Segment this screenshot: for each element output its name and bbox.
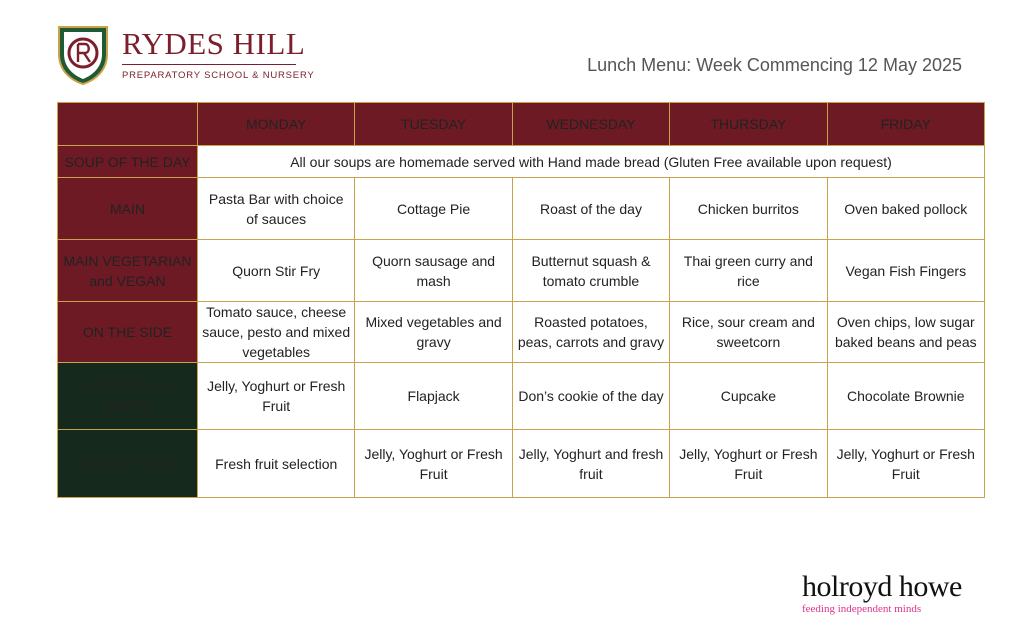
soup-note: All our soups are homemade served with Hand made bread (Gluten Free available upon request) [198,146,985,178]
menu-title: Lunch Menu: Week Commencing 12 May 2025 [587,55,962,75]
day-header-tuesday: TUESDAY [355,103,512,146]
day-header-monday: MONDAY [198,103,355,146]
menu-cell: Vegan Fish Fingers [827,240,984,302]
row-label-main-vegetarian: MAIN VEGETARIAN and VEGAN [58,240,198,302]
school-subtitle: PREPARATORY SCHOOL & NURSERY [122,70,315,81]
menu-cell: Quorn sausage and mash [355,240,512,302]
corner-cell [58,103,198,146]
lunch-menu-table [57,102,985,498]
row-label-dessert-pots: DESSERT POTS [58,430,198,498]
menu-cell: Oven chips, low sugar baked beans and peas [827,302,984,363]
school-crest-icon [56,24,110,86]
caterer-tagline: feeding independent minds [802,603,922,615]
school-name: RYDES HILL [122,26,306,61]
menu-cell: Pasta Bar with choice of sauces [198,178,355,240]
logo-divider [122,64,296,65]
menu-cell: Butternut squash & tomato crumble [512,240,669,302]
menu-cell: Chocolate Brownie [827,363,984,430]
menu-cell: Fresh fruit selection [198,430,355,498]
menu-cell: Jelly, Yoghurt or Fresh Fruit [355,430,512,498]
row-label-main: MAIN [58,178,198,240]
row-label-on-the-side: ON THE SIDE [58,302,198,363]
menu-cell: Jelly, Yoghurt or Fresh Fruit [198,363,355,430]
menu-cell: Cottage Pie [355,178,512,240]
menu-cell: Rice, sour cream and sweetcorn [670,302,827,363]
menu-cell: Roasted potatoes, peas, carrots and gravy [512,302,669,363]
holroyd-howe-logo [802,572,982,615]
soup-row [58,146,985,178]
table-row [58,302,985,363]
table-row [58,363,985,430]
menu-cell: Tomato sauce, cheese sauce, pesto and mixed vegetables [198,302,355,363]
school-logo [56,24,316,88]
menu-cell: Mixed vegetables and gravy [355,302,512,363]
table-row [58,178,985,240]
days-header-row [58,103,985,146]
menu-cell: Flapjack [355,363,512,430]
row-label-soup: SOUP OF THE DAY [58,146,198,178]
menu-cell: Don’s cookie of the day [512,363,669,430]
menu-cell: Oven baked pollock [827,178,984,240]
day-header-friday: FRIDAY [827,103,984,146]
menu-cell: Jelly, Yoghurt or Fresh Fruit [670,430,827,498]
menu-cell: Roast of the day [512,178,669,240]
table-row [58,430,985,498]
menu-cell: Jelly, Yoghurt and fresh fruit [512,430,669,498]
menu-cell: Thai green curry and rice [670,240,827,302]
day-header-wednesday: WEDNESDAY [512,103,669,146]
menu-cell: Jelly, Yoghurt or Fresh Fruit [827,430,984,498]
table-row [58,240,985,302]
menu-cell: Cupcake [670,363,827,430]
menu-cell: Chicken burritos [670,178,827,240]
row-label-something-sweet: SOMETHING SWEET [58,363,198,430]
caterer-name: holroyd howe [802,570,962,603]
day-header-thursday: THURSDAY [670,103,827,146]
menu-cell: Quorn Stir Fry [198,240,355,302]
